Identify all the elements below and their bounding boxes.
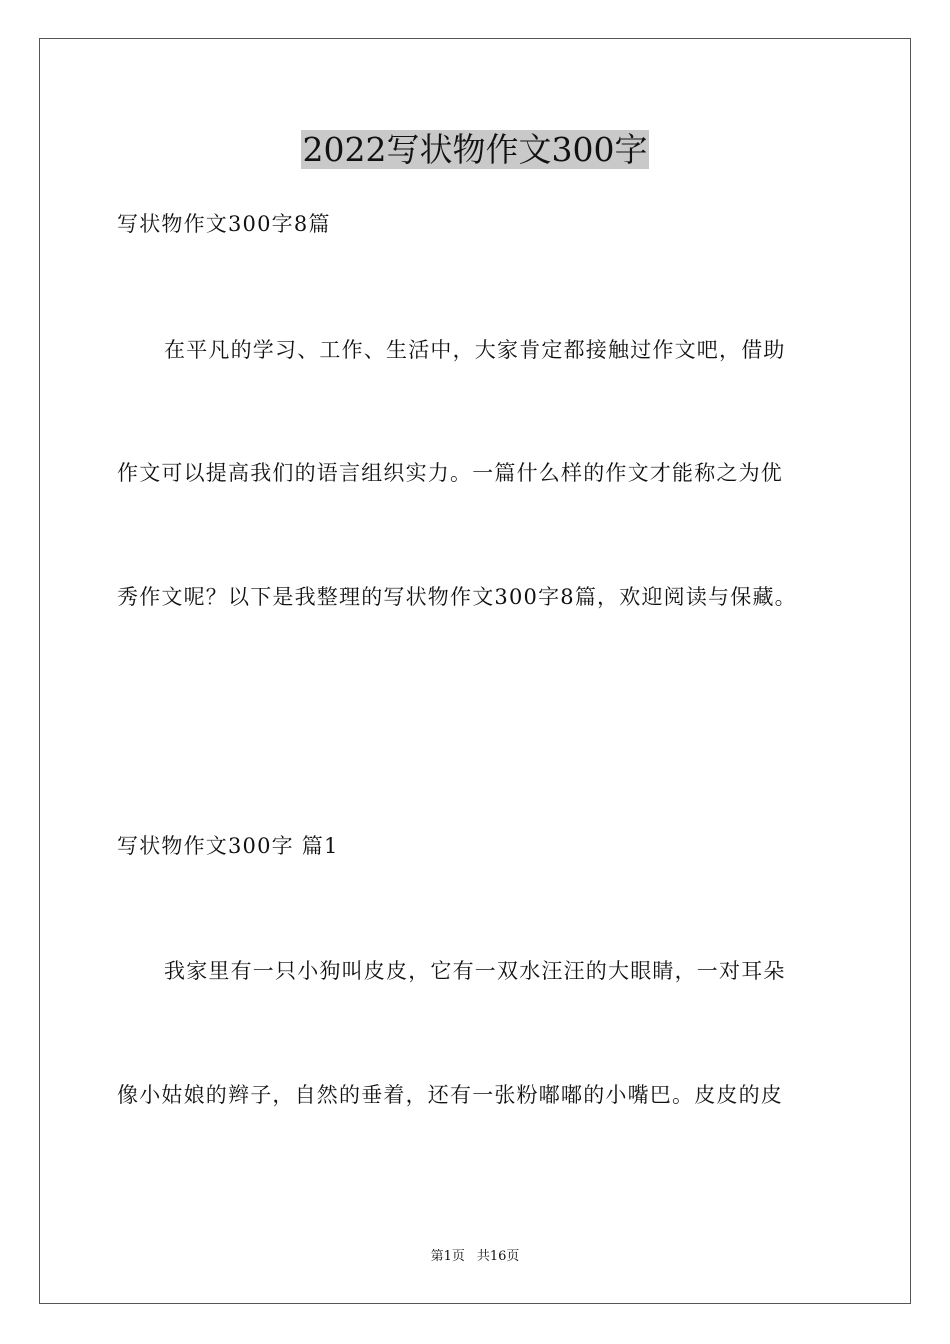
document-title (0, 130, 950, 170)
page-number-current: 第1页 (430, 1249, 465, 1264)
intro-line-3: 秀作文呢？以下是我整理的写状物作文300字8篇，欢迎阅读与保藏。 (117, 585, 797, 609)
intro-line-1: 在平凡的学习、工作、生活中，大家肯定都接触过作文吧，借助 (164, 338, 786, 362)
page-number-total: 共16页 (476, 1249, 520, 1264)
section-line-2: 像小姑娘的辫子，自然的垂着，还有一张粉嘟嘟的小嘴巴。皮皮的皮 (117, 1083, 783, 1107)
section-heading: 写状物作文300字 篇1 (117, 834, 339, 858)
document-title-text: 2022写状物作文300字 (302, 130, 648, 169)
section-line-1: 我家里有一只小狗叫皮皮，它有一双水汪汪的大眼睛，一对耳朵 (164, 959, 786, 983)
document-subtitle: 写状物作文300字8篇 (117, 212, 331, 236)
intro-line-2: 作文可以提高我们的语言组织实力。一篇什么样的作文才能称之为优 (117, 461, 783, 485)
page-footer (0, 1248, 950, 1266)
